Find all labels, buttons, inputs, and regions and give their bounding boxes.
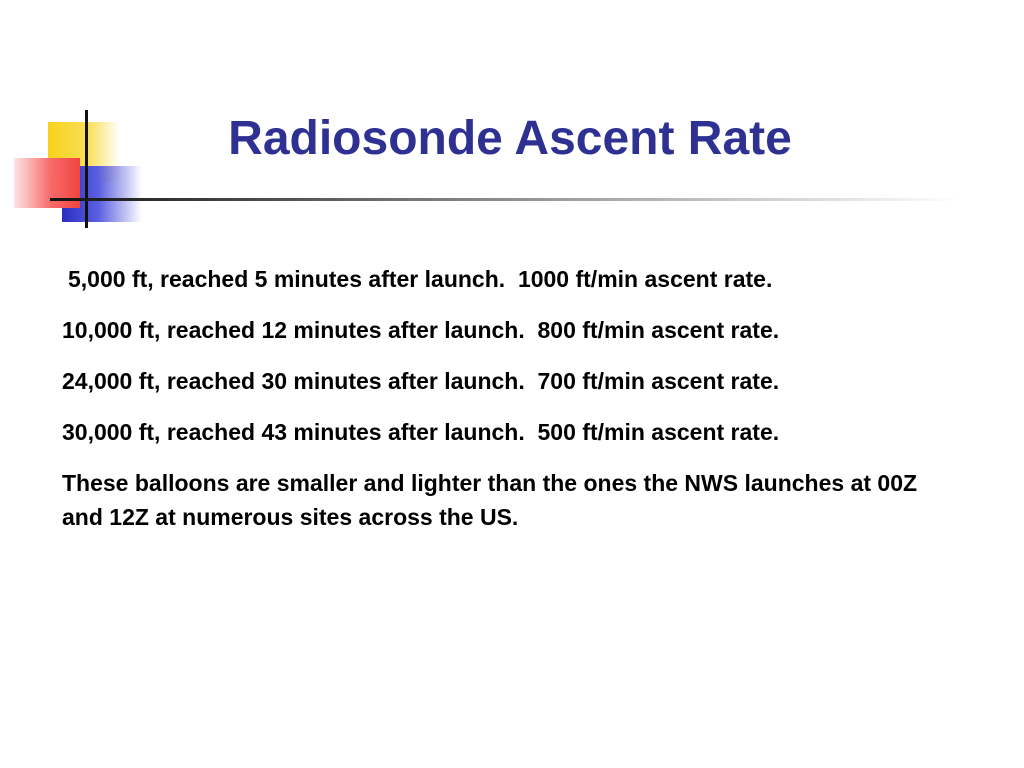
vertical-divider-line — [85, 110, 88, 228]
title-underline — [50, 198, 960, 201]
bullet-item: 24,000 ft, reached 30 minutes after launch. 700 ft/min ascent rate. — [62, 368, 780, 394]
bullet-item: These balloons are smaller and lighter than the ones the NWS launches at 00Z and 12Z at numerous sites across the US. — [62, 470, 918, 530]
bullet-item: 30,000 ft, reached 43 minutes after launch. 500 ft/min ascent rate. — [62, 419, 780, 445]
slide-body — [62, 262, 962, 551]
bullet-item: 10,000 ft, reached 12 minutes after launch. 800 ft/min ascent rate. — [62, 317, 780, 343]
bullet-item: 5,000 ft, reached 5 minutes after launch. 1000 ft/min ascent rate. — [68, 266, 773, 292]
decorative-logo — [0, 0, 160, 240]
slide-title: Radiosonde Ascent Rate — [228, 112, 792, 165]
